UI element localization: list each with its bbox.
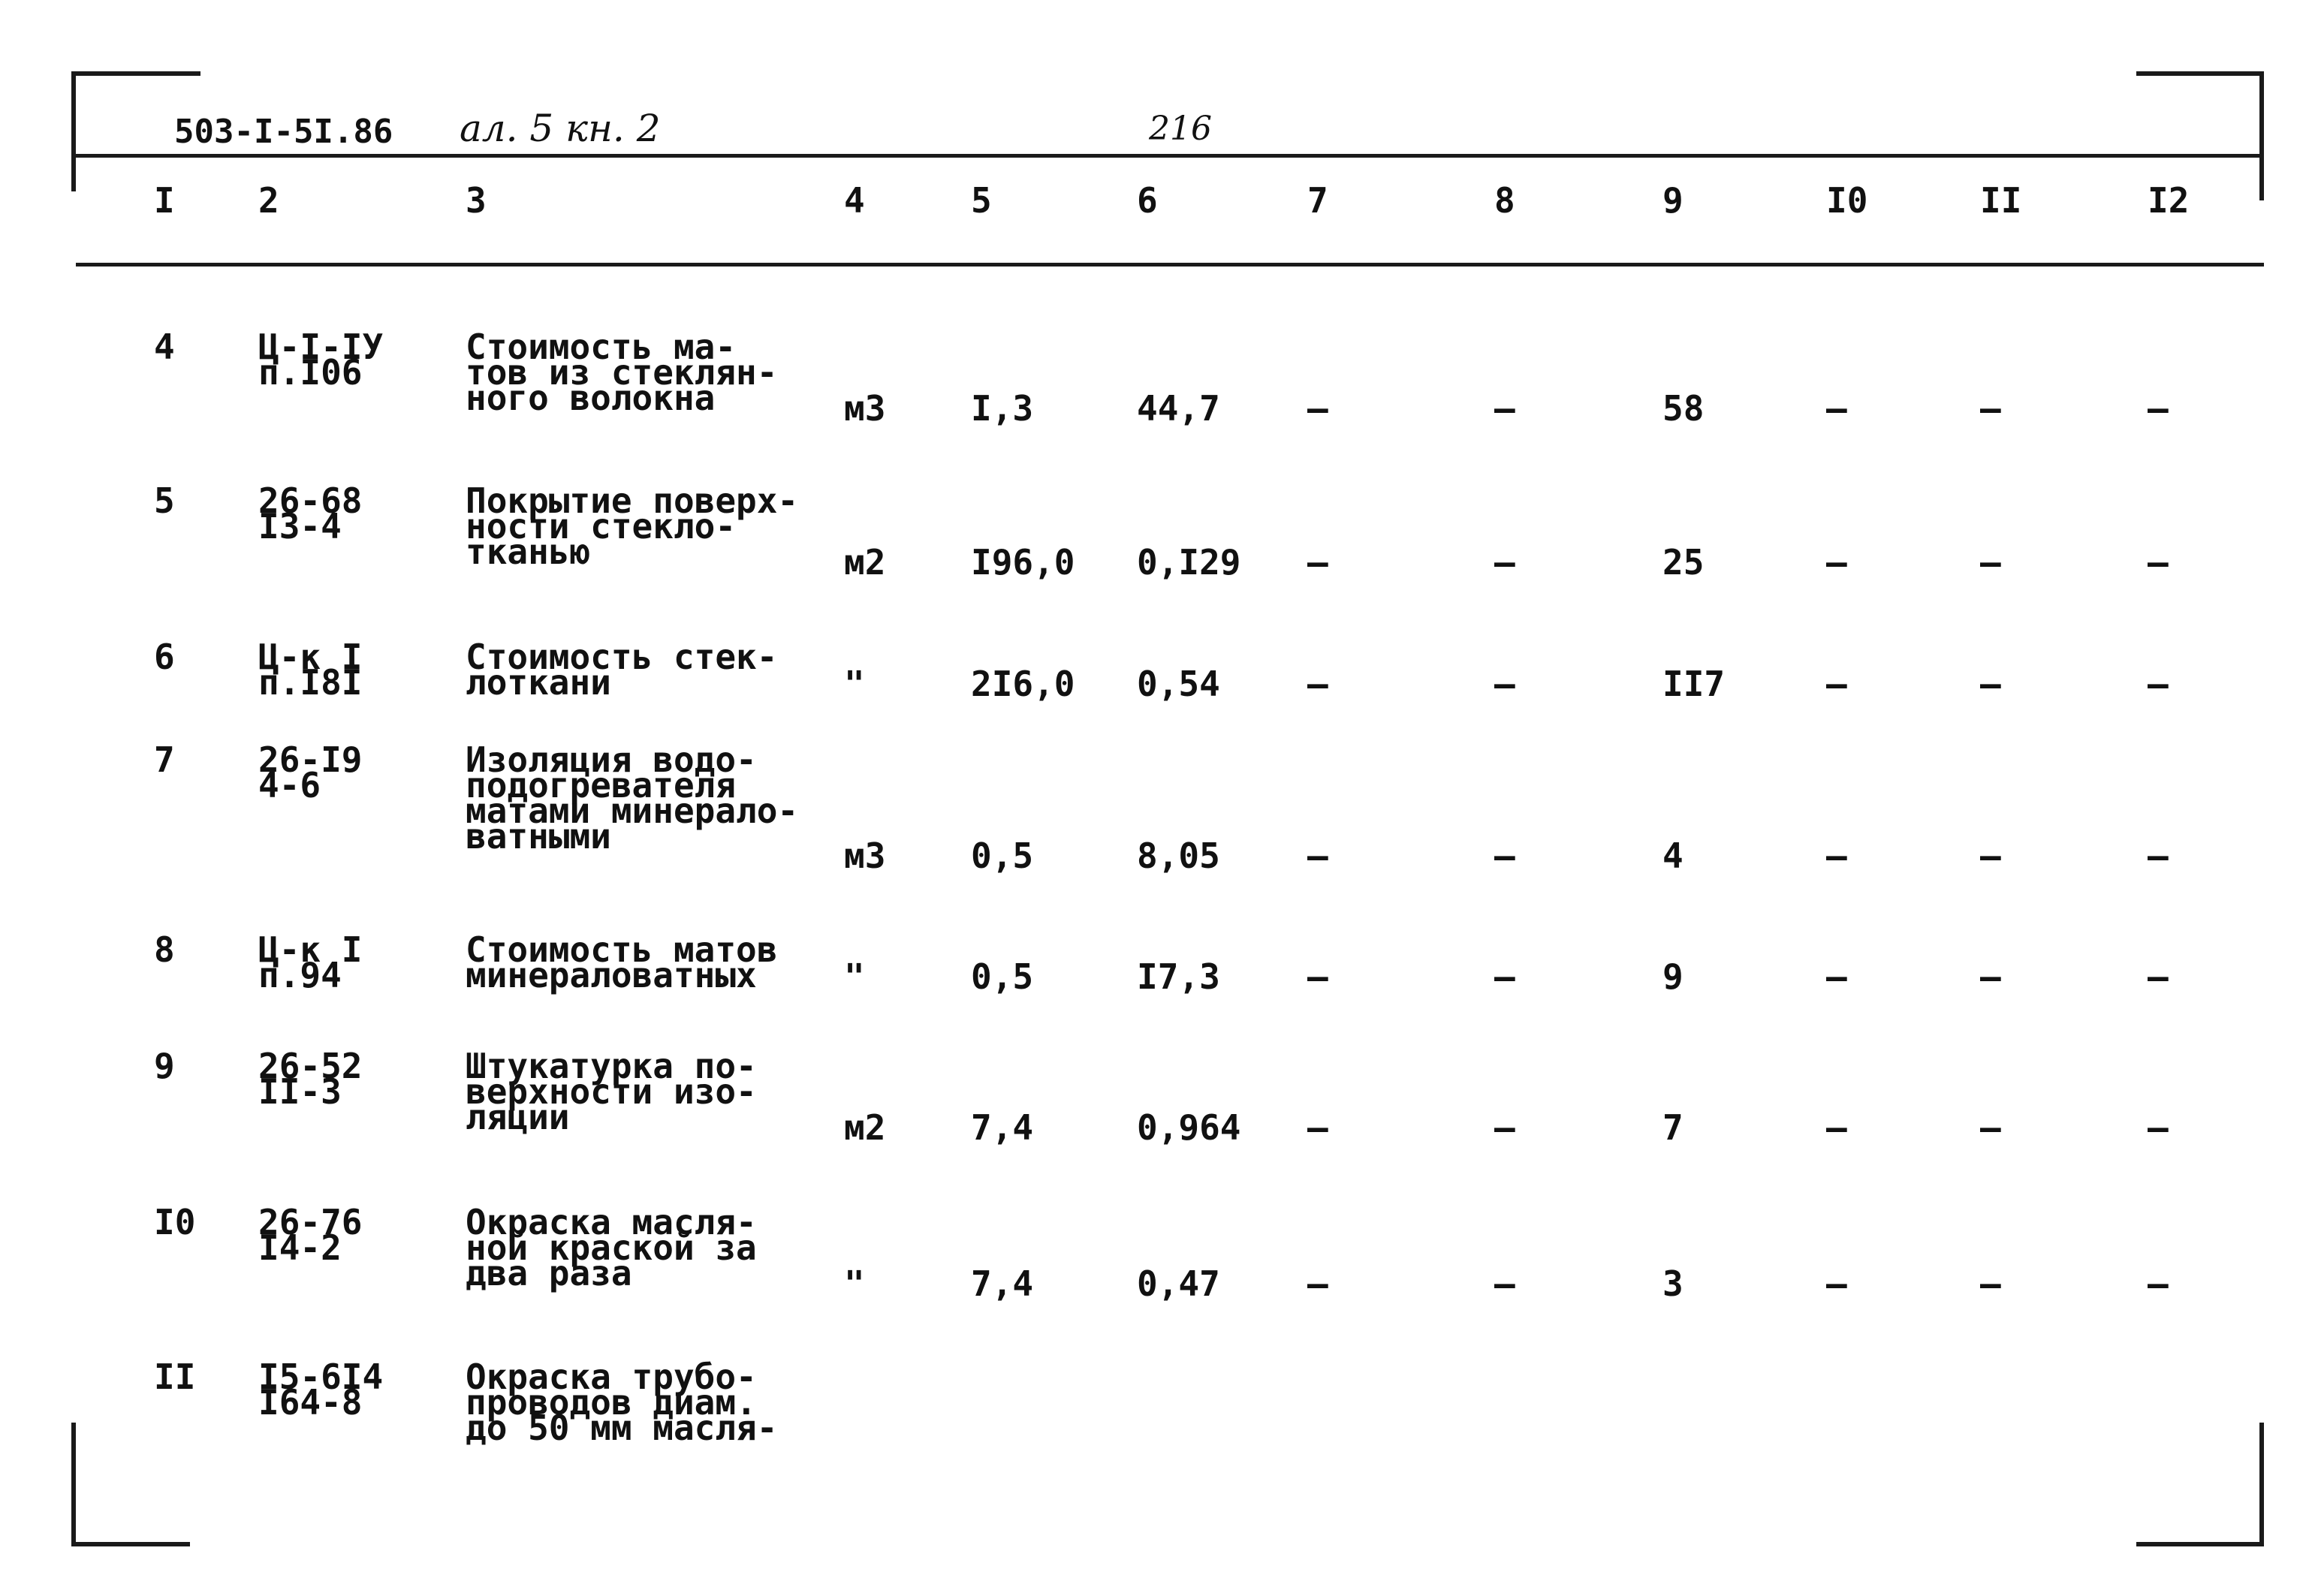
document-code: 503-I-5I.86	[174, 113, 393, 151]
col-9: II7	[1662, 664, 1726, 704]
price-code: 26-76 I4-2	[258, 1202, 363, 1268]
col-12: –	[2148, 1107, 2169, 1148]
column-header-6: 6	[1137, 180, 1158, 221]
frame-bottom-right-vertical	[2259, 1423, 2264, 1546]
work-description: Штукатурка по- верхности изо- ляции	[466, 1046, 757, 1137]
col-7: –	[1307, 388, 1328, 429]
column-header-2: 2	[258, 180, 279, 221]
unit-price: 0,54	[1137, 664, 1220, 704]
unit: м2	[844, 1107, 886, 1148]
col-11: –	[1980, 1263, 2001, 1304]
col-9: 58	[1662, 388, 1705, 429]
unit-price: I7,3	[1137, 956, 1220, 997]
frame-top-right-horizontal	[2136, 71, 2264, 76]
frame-top-right-vertical	[2259, 71, 2264, 200]
col-9: 25	[1662, 542, 1705, 583]
unit-price: 44,7	[1137, 388, 1220, 429]
col-8: –	[1494, 388, 1515, 429]
row-number: 4	[154, 327, 175, 367]
col-12: –	[2148, 956, 2169, 997]
col-12: –	[2148, 542, 2169, 583]
unit-price: 0,I29	[1137, 542, 1241, 583]
col-10: –	[1826, 836, 1847, 876]
frame-bottom-left-vertical	[71, 1423, 76, 1546]
unit-price: 8,05	[1137, 836, 1220, 876]
row-number: 9	[154, 1046, 175, 1086]
col-12: –	[2148, 1263, 2169, 1304]
col-10: –	[1826, 388, 1847, 429]
price-code: I5-6I4 I64-8	[258, 1357, 384, 1423]
col-7: –	[1307, 542, 1328, 583]
column-header-3: 3	[466, 180, 487, 221]
unit: "	[844, 956, 865, 997]
unit-price: 0,47	[1137, 1263, 1220, 1304]
row-number: I0	[154, 1202, 196, 1242]
column-header-11: II	[1980, 180, 2022, 221]
quantity: 0,5	[971, 956, 1034, 997]
column-header-1: I	[154, 180, 175, 221]
col-12: –	[2148, 388, 2169, 429]
col-10: –	[1826, 542, 1847, 583]
col-8: –	[1494, 1107, 1515, 1148]
row-number: II	[154, 1357, 196, 1397]
row-number: 6	[154, 637, 175, 677]
price-code: 26-I9 4-6	[258, 739, 363, 806]
unit-price: 0,964	[1137, 1107, 1241, 1148]
unit: м3	[844, 388, 886, 429]
col-7: –	[1307, 1107, 1328, 1148]
work-description: Покрытие поверх- ности стекло- тканью	[466, 480, 799, 572]
col-7: –	[1307, 956, 1328, 997]
unit: м2	[844, 542, 886, 583]
row-number: 8	[154, 929, 175, 970]
col-11: –	[1980, 956, 2001, 997]
col-10: –	[1826, 956, 1847, 997]
row-number: 5	[154, 480, 175, 521]
column-header-4: 4	[844, 180, 865, 221]
col-11: –	[1980, 542, 2001, 583]
col-8: –	[1494, 956, 1515, 997]
col-9: 3	[1662, 1263, 1684, 1304]
page-number: 216	[1149, 110, 1212, 148]
unit: "	[844, 664, 865, 704]
quantity: 7,4	[971, 1107, 1034, 1148]
quantity: 0,5	[971, 836, 1034, 876]
price-code: 26-68 I3-4	[258, 480, 363, 547]
col-12: –	[2148, 836, 2169, 876]
column-header-5: 5	[971, 180, 992, 221]
unit: м3	[844, 836, 886, 876]
price-code: 26-52 II-3	[258, 1046, 363, 1112]
work-description: Стоимость матов минераловатных	[466, 929, 778, 995]
col-8: –	[1494, 664, 1515, 704]
frame-bottom-right-horizontal	[2136, 1542, 2264, 1546]
work-description: Изоляция водо- подогревателя матами минерало- ватными	[466, 739, 799, 857]
col-7: –	[1307, 836, 1328, 876]
work-description: Стоимость ма- тов из стеклян- ного волокна	[466, 327, 778, 418]
col-11: –	[1980, 664, 2001, 704]
col-8: –	[1494, 542, 1515, 583]
column-header-10: I0	[1826, 180, 1868, 221]
col-7: –	[1307, 664, 1328, 704]
work-description: Стоимость стек- лоткани	[466, 637, 778, 703]
column-header-9: 9	[1662, 180, 1684, 221]
col-10: –	[1826, 1107, 1847, 1148]
col-7: –	[1307, 1263, 1328, 1304]
col-9: 7	[1662, 1107, 1684, 1148]
column-header-underline	[76, 263, 2264, 267]
handwritten-reference: ал. 5 кн. 2	[460, 107, 661, 150]
col-9: 4	[1662, 836, 1684, 876]
col-10: –	[1826, 664, 1847, 704]
column-header-12: I2	[2148, 180, 2190, 221]
col-8: –	[1494, 1263, 1515, 1304]
col-11: –	[1980, 388, 2001, 429]
column-header-8: 8	[1494, 180, 1515, 221]
quantity: 2I6,0	[971, 664, 1075, 704]
row-number: 7	[154, 739, 175, 780]
frame-top-left-vertical	[71, 71, 76, 191]
price-code: Ц-к I п.94	[258, 929, 363, 995]
col-11: –	[1980, 836, 2001, 876]
unit: "	[844, 1263, 865, 1304]
quantity: I96,0	[971, 542, 1075, 583]
col-9: 9	[1662, 956, 1684, 997]
work-description: Окраска трубо- проводов диам. до 50 мм масля-	[466, 1357, 778, 1448]
col-8: –	[1494, 836, 1515, 876]
price-code: Ц-к I п.I8I	[258, 637, 363, 703]
col-10: –	[1826, 1263, 1847, 1304]
work-description: Окраска масля- ной краской за два раза	[466, 1202, 757, 1293]
header-separator-line	[76, 154, 2264, 158]
quantity: I,3	[971, 388, 1034, 429]
column-header-7: 7	[1307, 180, 1328, 221]
col-11: –	[1980, 1107, 2001, 1148]
frame-top-left-horizontal	[71, 71, 200, 76]
price-code: Ц-I-IУ п.I06	[258, 327, 384, 393]
quantity: 7,4	[971, 1263, 1034, 1304]
col-12: –	[2148, 664, 2169, 704]
frame-bottom-left-horizontal	[71, 1542, 190, 1546]
